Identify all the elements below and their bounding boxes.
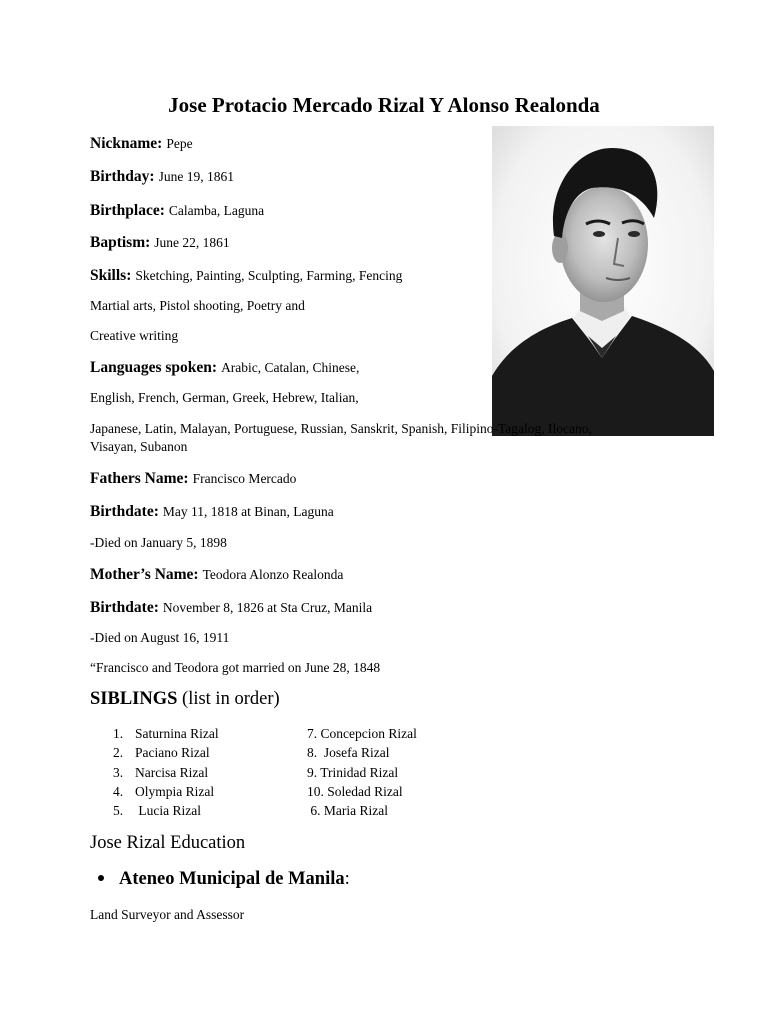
education-heading: Jose Rizal Education bbox=[90, 833, 246, 853]
skills-line bbox=[90, 267, 402, 285]
marriage-note: “Francisco and Teodora got married on June 28, 1848 bbox=[90, 660, 381, 675]
education-school: Ateneo Municipal de Manila bbox=[119, 869, 345, 889]
languages-line-4: Visayan, Subanon bbox=[90, 439, 188, 454]
father-birthdate-value: May 11, 1818 at Binan, Laguna bbox=[162, 504, 334, 519]
mother-name-label: Mother’s Name: bbox=[90, 566, 199, 583]
father-name-line bbox=[90, 470, 296, 488]
list-item: 10. Soledad Rizal bbox=[307, 783, 403, 799]
siblings-heading-rest: (list in order) bbox=[177, 689, 280, 709]
languages-line-2: English, French, German, Greek, Hebrew, Italian, bbox=[90, 390, 359, 405]
education-school-item bbox=[98, 869, 350, 890]
mother-name-value: Teodora Alonzo Realonda bbox=[202, 567, 344, 582]
languages-line-3: Japanese, Latin, Malayan, Portuguese, Russian, Sanskrit, Spanish, Filipino-Tagalog, Ilocano, bbox=[90, 421, 592, 436]
father-died: -Died on January 5, 1898 bbox=[90, 535, 227, 550]
languages-label: Languages spoken: bbox=[90, 359, 218, 376]
mother-died: -Died on August 16, 1911 bbox=[90, 630, 230, 645]
siblings-list-left bbox=[113, 724, 219, 820]
portrait-photo bbox=[492, 126, 714, 436]
nickname-label: Nickname: bbox=[90, 135, 163, 152]
mother-name-line bbox=[90, 566, 343, 584]
nickname-value: Pepe bbox=[166, 136, 193, 151]
list-item: 2. Paciano Rizal bbox=[113, 745, 210, 761]
languages-value: Arabic, Catalan, Chinese, bbox=[221, 360, 360, 375]
father-name-label: Fathers Name: bbox=[90, 470, 189, 487]
list-item: 3. Narcisa Rizal bbox=[113, 764, 209, 780]
page-title: Jose Protacio Mercado Rizal Y Alonso Realonda bbox=[168, 93, 600, 117]
education-course: Land Surveyor and Assessor bbox=[90, 907, 245, 922]
birthplace-line bbox=[90, 202, 264, 220]
baptism-value: June 22, 1861 bbox=[154, 235, 230, 250]
baptism-label: Baptism: bbox=[90, 234, 151, 251]
list-item: 4. Olympia Rizal bbox=[113, 783, 215, 799]
list-item: 7. Concepcion Rizal bbox=[307, 726, 417, 741]
birthday-line bbox=[90, 168, 234, 186]
siblings-list-right bbox=[307, 724, 417, 820]
birthday-value: June 19, 1861 bbox=[158, 169, 234, 184]
bullet-icon bbox=[98, 875, 104, 881]
skills-label: Skills: bbox=[90, 267, 132, 284]
birthday-label: Birthday: bbox=[90, 168, 155, 185]
list-item: 6. Maria Rizal bbox=[307, 803, 388, 819]
list-item: 8. Josefa Rizal bbox=[307, 745, 390, 761]
birthplace-label: Birthplace: bbox=[90, 202, 165, 219]
mother-birthdate-value: November 8, 1826 at Sta Cruz, Manila bbox=[162, 600, 373, 615]
list-item: 5. Lucia Rizal bbox=[113, 803, 201, 819]
education-school-suffix: : bbox=[344, 869, 350, 889]
baptism-line bbox=[90, 234, 230, 252]
father-birthdate-line bbox=[90, 503, 334, 521]
languages-line bbox=[90, 359, 359, 377]
skills-line-2: Martial arts, Pistol shooting, Poetry and bbox=[90, 298, 305, 313]
father-birthdate-label: Birthdate: bbox=[90, 503, 159, 520]
mother-birthdate-label: Birthdate: bbox=[90, 599, 159, 616]
list-item: 1. Saturnina Rizal bbox=[113, 726, 219, 741]
mother-birthdate-line bbox=[90, 599, 372, 617]
list-item: 9. Trinidad Rizal bbox=[307, 764, 399, 780]
siblings-heading bbox=[90, 689, 280, 710]
father-name-value: Francisco Mercado bbox=[192, 471, 297, 486]
skills-line-3: Creative writing bbox=[90, 328, 179, 343]
nickname-line bbox=[90, 135, 193, 153]
skills-value: Sketching, Painting, Sculpting, Farming, Fencing bbox=[135, 268, 403, 283]
birthplace-value: Calamba, Laguna bbox=[168, 203, 265, 218]
siblings-heading-bold: SIBLINGS bbox=[90, 689, 178, 709]
